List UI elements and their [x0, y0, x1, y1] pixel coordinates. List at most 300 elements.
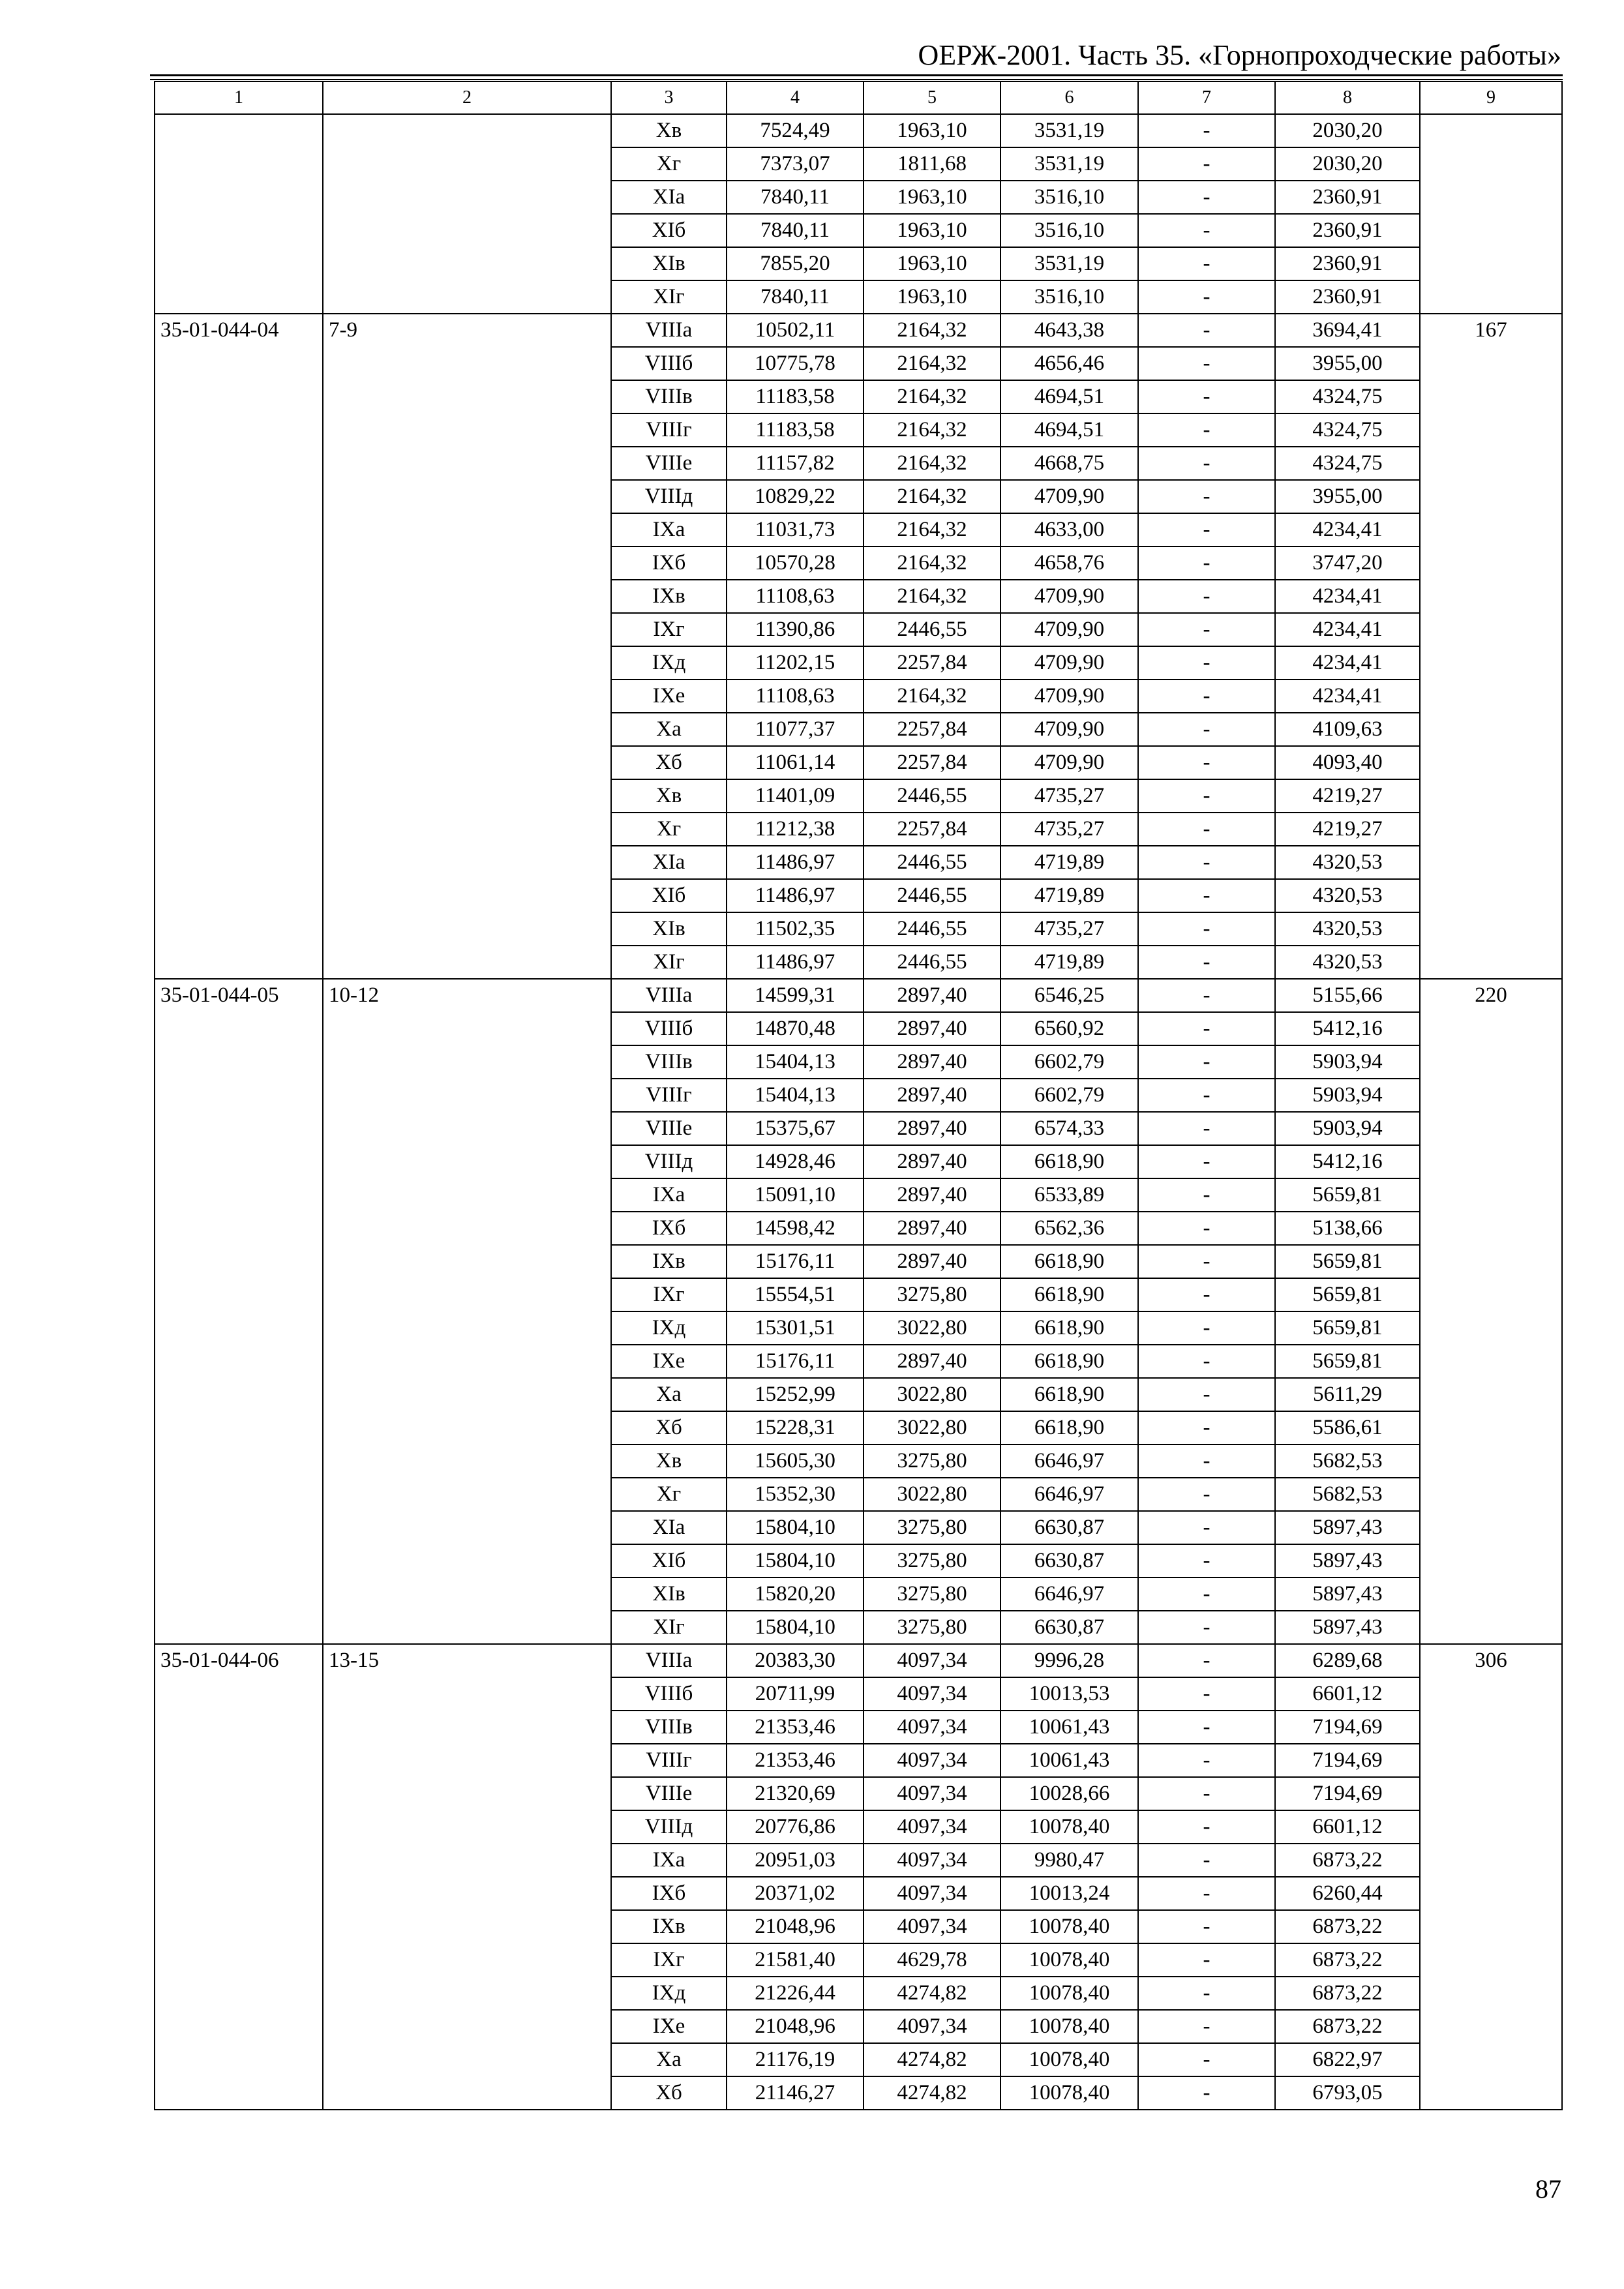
wages-cell: 1963,10 — [864, 214, 1000, 247]
wages-cell: 2897,40 — [864, 1012, 1000, 1045]
materials-cell: 6793,05 — [1275, 2076, 1420, 2110]
materials-cell: 5897,43 — [1275, 1578, 1420, 1611]
wages-cell: 2164,32 — [864, 314, 1000, 347]
machines-cell: 4709,90 — [1000, 613, 1138, 646]
machinist-wages-cell: - — [1138, 746, 1275, 779]
machines-cell: 4719,89 — [1000, 879, 1138, 912]
machinist-wages-cell: - — [1138, 1112, 1275, 1145]
total-cost-cell: 20383,30 — [727, 1644, 864, 1677]
machines-cell: 10013,24 — [1000, 1877, 1138, 1910]
machines-cell: 4709,90 — [1000, 746, 1138, 779]
machinist-wages-cell: - — [1138, 214, 1275, 247]
total-cost-cell: 20711,99 — [727, 1677, 864, 1711]
wages-cell: 3275,80 — [864, 1278, 1000, 1311]
table-row — [155, 979, 1562, 1012]
category-cell: IХв — [611, 1245, 727, 1278]
materials-cell: 5659,81 — [1275, 1245, 1420, 1278]
category-cell: IХб — [611, 1877, 727, 1910]
category-cell: IХд — [611, 1977, 727, 2010]
machines-cell: 6618,90 — [1000, 1378, 1138, 1411]
machinist-wages-cell: - — [1138, 1145, 1275, 1178]
total-cost-cell: 15352,30 — [727, 1478, 864, 1511]
machines-cell: 3531,19 — [1000, 114, 1138, 147]
machines-cell: 10061,43 — [1000, 1711, 1138, 1744]
machines-cell: 4709,90 — [1000, 713, 1138, 746]
machines-cell: 4709,90 — [1000, 480, 1138, 513]
machines-cell: 3516,10 — [1000, 214, 1138, 247]
category-cell: Хб — [611, 2076, 727, 2110]
category-cell: ХIв — [611, 247, 727, 280]
machinist-wages-cell: - — [1138, 413, 1275, 447]
machinist-wages-cell: - — [1138, 680, 1275, 713]
total-cost-cell: 11157,82 — [727, 447, 864, 480]
wages-cell: 2897,40 — [864, 1212, 1000, 1245]
total-cost-cell: 7855,20 — [727, 247, 864, 280]
machinist-wages-cell: - — [1138, 979, 1275, 1012]
machinist-wages-cell: - — [1138, 1345, 1275, 1378]
total-cost-cell: 15404,13 — [727, 1045, 864, 1079]
machines-cell: 4658,76 — [1000, 546, 1138, 580]
machines-cell: 6646,97 — [1000, 1478, 1138, 1511]
total-cost-cell: 21353,46 — [727, 1744, 864, 1777]
materials-cell: 5897,43 — [1275, 1544, 1420, 1578]
total-cost-cell: 11183,58 — [727, 380, 864, 413]
materials-cell: 3955,00 — [1275, 347, 1420, 380]
machines-cell: 6646,97 — [1000, 1578, 1138, 1611]
machinist-wages-cell: - — [1138, 247, 1275, 280]
total-cost-cell: 15176,11 — [727, 1245, 864, 1278]
total-cost-cell: 10829,22 — [727, 480, 864, 513]
materials-cell: 6601,12 — [1275, 1810, 1420, 1844]
machinist-wages-cell: - — [1138, 779, 1275, 813]
category-cell: Хб — [611, 746, 727, 779]
wages-cell: 4274,82 — [864, 2076, 1000, 2110]
category-cell: ХIб — [611, 1544, 727, 1578]
total-cost-cell: 11486,97 — [727, 946, 864, 979]
machines-cell: 4709,90 — [1000, 680, 1138, 713]
machines-cell: 10028,66 — [1000, 1777, 1138, 1810]
total-cost-cell: 11390,86 — [727, 613, 864, 646]
materials-cell: 3694,41 — [1275, 314, 1420, 347]
column-number: 3 — [611, 82, 727, 114]
materials-cell: 2030,20 — [1275, 114, 1420, 147]
category-cell: VIIIа — [611, 314, 727, 347]
total-cost-cell: 11401,09 — [727, 779, 864, 813]
category-cell: ХIг — [611, 946, 727, 979]
total-cost-cell: 11183,58 — [727, 413, 864, 447]
machinist-wages-cell: - — [1138, 1578, 1275, 1611]
materials-cell: 2360,91 — [1275, 181, 1420, 214]
materials-cell: 5903,94 — [1275, 1045, 1420, 1079]
category-cell: Хв — [611, 114, 727, 147]
wages-cell: 2446,55 — [864, 846, 1000, 879]
machinist-wages-cell: - — [1138, 1411, 1275, 1444]
wages-cell: 4097,34 — [864, 1677, 1000, 1711]
machinist-wages-cell: - — [1138, 1478, 1275, 1511]
category-cell: ХIв — [611, 1578, 727, 1611]
category-cell: ХIг — [611, 1611, 727, 1644]
category-cell: ХIа — [611, 1511, 727, 1544]
machines-cell: 6618,90 — [1000, 1345, 1138, 1378]
machines-cell: 4719,89 — [1000, 846, 1138, 879]
total-cost-cell: 15375,67 — [727, 1112, 864, 1145]
materials-cell: 2360,91 — [1275, 247, 1420, 280]
total-cost-cell: 21176,19 — [727, 2043, 864, 2076]
total-cost-cell: 20371,02 — [727, 1877, 864, 1910]
machines-cell: 6602,79 — [1000, 1079, 1138, 1112]
materials-cell: 7194,69 — [1275, 1711, 1420, 1744]
wages-cell: 3022,80 — [864, 1411, 1000, 1444]
materials-cell: 3747,20 — [1275, 546, 1420, 580]
wages-cell: 3022,80 — [864, 1378, 1000, 1411]
machinist-wages-cell: - — [1138, 1943, 1275, 1977]
wages-cell: 2897,40 — [864, 1245, 1000, 1278]
machines-cell: 3531,19 — [1000, 147, 1138, 181]
rate-code-cell: 35-01-044-06 — [155, 1644, 323, 2110]
machines-cell: 6560,92 — [1000, 1012, 1138, 1045]
total-cost-cell: 15804,10 — [727, 1544, 864, 1578]
total-cost-cell: 15605,30 — [727, 1444, 864, 1478]
materials-cell: 4324,75 — [1275, 380, 1420, 413]
wages-cell: 3275,80 — [864, 1444, 1000, 1478]
machines-cell: 6646,97 — [1000, 1444, 1138, 1478]
category-cell: VIIIг — [611, 413, 727, 447]
machinist-wages-cell: - — [1138, 546, 1275, 580]
materials-cell: 5659,81 — [1275, 1345, 1420, 1378]
materials-cell: 4320,53 — [1275, 946, 1420, 979]
table-body — [155, 114, 1562, 2110]
total-cost-cell: 11031,73 — [727, 513, 864, 546]
materials-cell: 3955,00 — [1275, 480, 1420, 513]
machines-cell: 6562,36 — [1000, 1212, 1138, 1245]
wages-cell: 4097,34 — [864, 1644, 1000, 1677]
wages-cell: 3022,80 — [864, 1478, 1000, 1511]
machines-cell: 6533,89 — [1000, 1178, 1138, 1212]
materials-cell: 5155,66 — [1275, 979, 1420, 1012]
machinist-wages-cell: - — [1138, 1012, 1275, 1045]
total-cost-cell: 21048,96 — [727, 1910, 864, 1943]
machinist-wages-cell: - — [1138, 2043, 1275, 2076]
wages-cell: 3275,80 — [864, 1511, 1000, 1544]
machinist-wages-cell: - — [1138, 879, 1275, 912]
category-cell: IХб — [611, 1212, 727, 1245]
materials-cell: 5412,16 — [1275, 1012, 1420, 1045]
total-cost-cell: 15091,10 — [727, 1178, 864, 1212]
machines-cell: 10078,40 — [1000, 1910, 1138, 1943]
wages-cell: 1963,10 — [864, 280, 1000, 314]
machines-cell: 4694,51 — [1000, 380, 1138, 413]
category-cell: Хб — [611, 1411, 727, 1444]
total-cost-cell: 11108,63 — [727, 680, 864, 713]
machinist-wages-cell: - — [1138, 1711, 1275, 1744]
wages-cell: 4274,82 — [864, 1977, 1000, 2010]
total-cost-cell: 11202,15 — [727, 646, 864, 680]
materials-cell: 6873,22 — [1275, 2010, 1420, 2043]
column-number: 1 — [155, 82, 323, 114]
column-number: 8 — [1275, 82, 1420, 114]
materials-cell: 6873,22 — [1275, 1910, 1420, 1943]
machines-cell: 3516,10 — [1000, 280, 1138, 314]
wages-cell: 2164,32 — [864, 580, 1000, 613]
category-cell: VIIIв — [611, 380, 727, 413]
materials-cell: 4234,41 — [1275, 513, 1420, 546]
machinist-wages-cell: - — [1138, 1611, 1275, 1644]
total-cost-cell: 20951,03 — [727, 1844, 864, 1877]
materials-cell: 5659,81 — [1275, 1178, 1420, 1212]
machines-cell: 6630,87 — [1000, 1544, 1138, 1578]
machines-cell: 6618,90 — [1000, 1245, 1138, 1278]
wages-cell: 4097,34 — [864, 1711, 1000, 1744]
materials-cell: 5903,94 — [1275, 1112, 1420, 1145]
rate-code-cell: 35-01-044-04 — [155, 314, 323, 979]
materials-cell: 4219,27 — [1275, 813, 1420, 846]
category-cell: IХа — [611, 513, 727, 546]
range-cell: 13-15 — [323, 1644, 611, 2110]
range-cell — [323, 114, 611, 314]
labor-cost-cell: 220 — [1420, 979, 1562, 1644]
materials-cell: 5682,53 — [1275, 1478, 1420, 1511]
machines-cell: 10078,40 — [1000, 1810, 1138, 1844]
wages-cell: 2164,32 — [864, 680, 1000, 713]
machinist-wages-cell: - — [1138, 946, 1275, 979]
total-cost-cell: 11486,97 — [727, 879, 864, 912]
category-cell: IХе — [611, 2010, 727, 2043]
materials-cell: 4320,53 — [1275, 879, 1420, 912]
wages-cell: 4097,34 — [864, 1844, 1000, 1877]
machines-cell: 6546,25 — [1000, 979, 1138, 1012]
total-cost-cell: 11486,97 — [727, 846, 864, 879]
category-cell: IХг — [611, 1278, 727, 1311]
machinist-wages-cell: - — [1138, 1644, 1275, 1677]
machinist-wages-cell: - — [1138, 613, 1275, 646]
machinist-wages-cell: - — [1138, 347, 1275, 380]
machines-cell: 10013,53 — [1000, 1677, 1138, 1711]
category-cell: VIIIв — [611, 1045, 727, 1079]
column-number: 2 — [323, 82, 611, 114]
wages-cell: 2257,84 — [864, 646, 1000, 680]
materials-cell: 5138,66 — [1275, 1212, 1420, 1245]
machines-cell: 4656,46 — [1000, 347, 1138, 380]
materials-cell: 5897,43 — [1275, 1511, 1420, 1544]
machines-cell: 10061,43 — [1000, 1744, 1138, 1777]
machinist-wages-cell: - — [1138, 513, 1275, 546]
machines-cell: 4719,89 — [1000, 946, 1138, 979]
wages-cell: 2897,40 — [864, 1045, 1000, 1079]
category-cell: VIIIг — [611, 1079, 727, 1112]
category-cell: IХе — [611, 1345, 727, 1378]
category-cell: IХг — [611, 613, 727, 646]
machines-cell: 4709,90 — [1000, 646, 1138, 680]
category-cell: VIIIд — [611, 1145, 727, 1178]
category-cell: Хг — [611, 147, 727, 181]
machines-cell: 10078,40 — [1000, 2076, 1138, 2110]
column-number: 9 — [1420, 82, 1562, 114]
machines-cell: 4735,27 — [1000, 813, 1138, 846]
rates-table — [154, 81, 1563, 2110]
category-cell: VIIIе — [611, 1777, 727, 1810]
total-cost-cell: 11502,35 — [727, 912, 864, 946]
total-cost-cell: 15804,10 — [727, 1511, 864, 1544]
machines-cell: 10078,40 — [1000, 2043, 1138, 2076]
machinist-wages-cell: - — [1138, 1378, 1275, 1411]
wages-cell: 1963,10 — [864, 114, 1000, 147]
materials-cell: 4234,41 — [1275, 680, 1420, 713]
machinist-wages-cell: - — [1138, 1777, 1275, 1810]
materials-cell: 4234,41 — [1275, 646, 1420, 680]
materials-cell: 4320,53 — [1275, 846, 1420, 879]
wages-cell: 3275,80 — [864, 1544, 1000, 1578]
machinist-wages-cell: - — [1138, 314, 1275, 347]
category-cell: Хг — [611, 1478, 727, 1511]
category-cell: IХе — [611, 680, 727, 713]
machines-cell: 6574,33 — [1000, 1112, 1138, 1145]
total-cost-cell: 21320,69 — [727, 1777, 864, 1810]
total-cost-cell: 15804,10 — [727, 1611, 864, 1644]
materials-cell: 5586,61 — [1275, 1411, 1420, 1444]
total-cost-cell: 11212,38 — [727, 813, 864, 846]
column-number: 6 — [1000, 82, 1138, 114]
machinist-wages-cell: - — [1138, 1544, 1275, 1578]
total-cost-cell: 7840,11 — [727, 181, 864, 214]
materials-cell: 4320,53 — [1275, 912, 1420, 946]
wages-cell: 2164,32 — [864, 447, 1000, 480]
category-cell: IХв — [611, 580, 727, 613]
machines-cell: 3516,10 — [1000, 181, 1138, 214]
machinist-wages-cell: - — [1138, 580, 1275, 613]
materials-cell: 4324,75 — [1275, 413, 1420, 447]
materials-cell: 2360,91 — [1275, 214, 1420, 247]
machines-cell: 6602,79 — [1000, 1045, 1138, 1079]
category-cell: IХв — [611, 1910, 727, 1943]
labor-cost-cell: 167 — [1420, 314, 1562, 979]
category-cell: ХIг — [611, 280, 727, 314]
wages-cell: 2164,32 — [864, 480, 1000, 513]
category-cell: IХб — [611, 546, 727, 580]
total-cost-cell: 15228,31 — [727, 1411, 864, 1444]
total-cost-cell: 15554,51 — [727, 1278, 864, 1311]
category-cell: Хв — [611, 1444, 727, 1478]
materials-cell: 4324,75 — [1275, 447, 1420, 480]
total-cost-cell: 7840,11 — [727, 214, 864, 247]
wages-cell: 4629,78 — [864, 1943, 1000, 1977]
machinist-wages-cell: - — [1138, 1977, 1275, 2010]
category-cell: VIIIе — [611, 1112, 727, 1145]
total-cost-cell: 15301,51 — [727, 1311, 864, 1345]
category-cell: IХа — [611, 1178, 727, 1212]
machinist-wages-cell: - — [1138, 1444, 1275, 1478]
total-cost-cell: 10775,78 — [727, 347, 864, 380]
wages-cell: 2897,40 — [864, 1112, 1000, 1145]
materials-cell: 4234,41 — [1275, 613, 1420, 646]
machines-cell: 6618,90 — [1000, 1145, 1138, 1178]
category-cell: ХIа — [611, 181, 727, 214]
machinist-wages-cell: - — [1138, 147, 1275, 181]
machines-cell: 10078,40 — [1000, 2010, 1138, 2043]
rate-code-cell — [155, 114, 323, 314]
wages-cell: 4097,34 — [864, 2010, 1000, 2043]
total-cost-cell: 15252,99 — [727, 1378, 864, 1411]
machines-cell: 10078,40 — [1000, 1943, 1138, 1977]
machinist-wages-cell: - — [1138, 447, 1275, 480]
machinist-wages-cell: - — [1138, 1877, 1275, 1910]
materials-cell: 5897,43 — [1275, 1611, 1420, 1644]
wages-cell: 2446,55 — [864, 779, 1000, 813]
machines-cell: 4735,27 — [1000, 779, 1138, 813]
total-cost-cell: 15404,13 — [727, 1079, 864, 1112]
total-cost-cell: 21226,44 — [727, 1977, 864, 2010]
machinist-wages-cell: - — [1138, 2010, 1275, 2043]
machines-cell: 4709,90 — [1000, 580, 1138, 613]
total-cost-cell: 7840,11 — [727, 280, 864, 314]
category-cell: Хг — [611, 813, 727, 846]
total-cost-cell: 11061,14 — [727, 746, 864, 779]
machinist-wages-cell: - — [1138, 1079, 1275, 1112]
wages-cell: 2446,55 — [864, 879, 1000, 912]
total-cost-cell: 7373,07 — [727, 147, 864, 181]
total-cost-cell: 7524,49 — [727, 114, 864, 147]
materials-cell: 5412,16 — [1275, 1145, 1420, 1178]
category-cell: VIIIа — [611, 979, 727, 1012]
wages-cell: 1963,10 — [864, 247, 1000, 280]
column-number: 7 — [1138, 82, 1275, 114]
machines-cell: 10078,40 — [1000, 1977, 1138, 2010]
machinist-wages-cell: - — [1138, 713, 1275, 746]
document-header: ОЕРЖ-2001. Часть 35. «Горнопроходческие работы» — [918, 39, 1561, 71]
category-cell: VIIIб — [611, 1677, 727, 1711]
materials-cell: 2030,20 — [1275, 147, 1420, 181]
wages-cell: 2446,55 — [864, 912, 1000, 946]
wages-cell: 2446,55 — [864, 946, 1000, 979]
machinist-wages-cell: - — [1138, 181, 1275, 214]
machines-cell: 6630,87 — [1000, 1611, 1138, 1644]
category-cell: Хв — [611, 779, 727, 813]
total-cost-cell: 10570,28 — [727, 546, 864, 580]
machines-cell: 4633,00 — [1000, 513, 1138, 546]
materials-cell: 6873,22 — [1275, 1977, 1420, 2010]
category-cell: Ха — [611, 713, 727, 746]
wages-cell: 4097,34 — [864, 1744, 1000, 1777]
header-rule-thick — [150, 74, 1563, 76]
wages-cell: 2257,84 — [864, 813, 1000, 846]
machinist-wages-cell: - — [1138, 1677, 1275, 1711]
category-cell: ХIв — [611, 912, 727, 946]
wages-cell: 2897,40 — [864, 1345, 1000, 1378]
machines-cell: 6618,90 — [1000, 1278, 1138, 1311]
machines-cell: 3531,19 — [1000, 247, 1138, 280]
total-cost-cell: 14928,46 — [727, 1145, 864, 1178]
category-cell: IХд — [611, 646, 727, 680]
wages-cell: 3275,80 — [864, 1578, 1000, 1611]
category-cell: VIIIе — [611, 447, 727, 480]
machinist-wages-cell: - — [1138, 380, 1275, 413]
materials-cell: 6260,44 — [1275, 1877, 1420, 1910]
machinist-wages-cell: - — [1138, 2076, 1275, 2110]
machines-cell: 6630,87 — [1000, 1511, 1138, 1544]
table-row — [155, 1644, 1562, 1677]
wages-cell: 2897,40 — [864, 979, 1000, 1012]
rate-code-cell: 35-01-044-05 — [155, 979, 323, 1644]
column-number: 5 — [864, 82, 1000, 114]
materials-cell: 5659,81 — [1275, 1278, 1420, 1311]
category-cell: VIIIа — [611, 1644, 727, 1677]
wages-cell: 2897,40 — [864, 1079, 1000, 1112]
wages-cell: 1811,68 — [864, 147, 1000, 181]
category-cell: VIIIд — [611, 480, 727, 513]
machines-cell: 6618,90 — [1000, 1411, 1138, 1444]
machinist-wages-cell: - — [1138, 1910, 1275, 1943]
table-row — [155, 114, 1562, 147]
machinist-wages-cell: - — [1138, 1311, 1275, 1345]
